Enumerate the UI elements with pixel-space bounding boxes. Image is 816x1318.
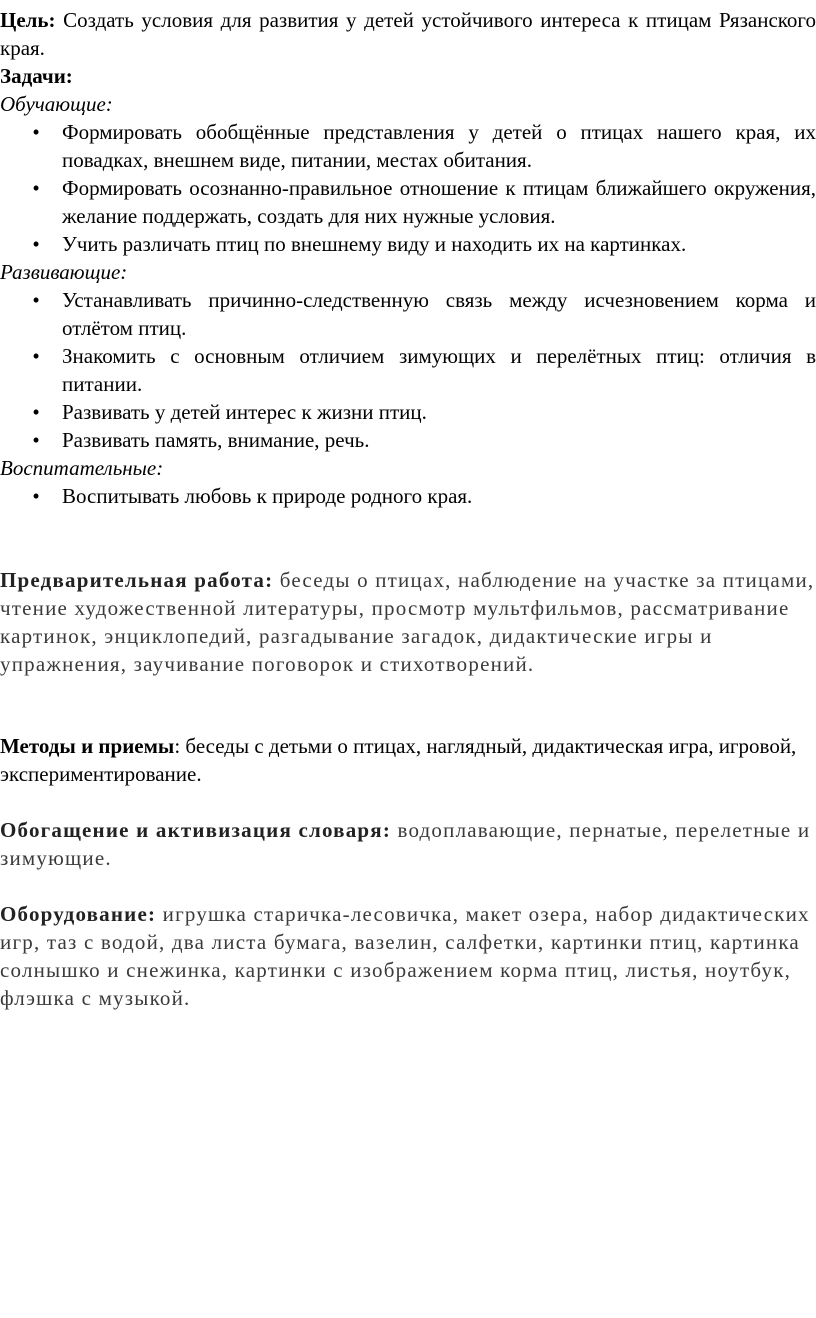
goal-paragraph — [0, 6, 816, 62]
category-educational: Обучающие: — [0, 92, 113, 116]
equipment-text: игрушка старичка-лесовичка, макет озера, набор дидактических игр, таз с водой, два листа бумага, вазелин, салфетки, картинки птиц, картинка солнышко и снежинка, картинки с изображением корма птиц, листья, ноутбук, флэшка с музыкой. — [0, 902, 810, 1010]
upbringing-list — [0, 482, 816, 510]
list-item: • Воспитывать любовь к природе родного края. — [32, 484, 473, 508]
list-item: • Учить различать птиц по внешнему виду и находить их на картинках. — [32, 232, 687, 256]
bullet-icon: • — [32, 484, 40, 508]
list-item: • Формировать осознанно-правильное отношение к птицам ближайшего окружения, желание поддержать, создать для них нужные условия. — [32, 176, 816, 228]
bullet-icon: • — [32, 400, 40, 424]
methods-text: : беседы с детьми о птицах, наглядный, дидактическая игра, игровой, экспериментирование. — [0, 734, 797, 786]
list-item: • Знакомить с основным отличием зимующих и перелётных птиц: отличия в питании. — [32, 344, 816, 396]
list-item: • Развивать у детей интерес к жизни птиц. — [32, 400, 427, 424]
vocabulary-label: Обогащение и активизация словаря: — [0, 818, 392, 842]
educational-list — [0, 118, 816, 258]
preliminary-paragraph — [0, 566, 816, 678]
list-item: • Развивать память, внимание, речь. — [32, 428, 370, 452]
category-developing: Развивающие: — [0, 260, 128, 284]
vocabulary-text: водоплавающие, пернатые, перелетные и зимующие. — [0, 818, 811, 870]
goal-label: Цель: — [0, 8, 56, 32]
bullet-icon: • — [32, 288, 40, 312]
equipment-paragraph — [0, 900, 816, 1012]
list-item: • Формировать обобщённые представления у детей о птицах нашего края, их повадках, внешнем виде, питании, местах обитания. — [32, 120, 816, 172]
preliminary-label: Предварительная работа: — [0, 568, 274, 592]
bullet-icon: • — [32, 232, 40, 256]
list-item: • Устанавливать причинно-следственную связь между исчезновением корма и отлётом птиц. — [32, 288, 816, 340]
equipment-label: Оборудование: — [0, 902, 157, 926]
preliminary-text: беседы о птицах, наблюдение на участке за птицами, чтение художественной литературы, просмотр мультфильмов, рассматривание картинок, энциклопедий, разгадывание загадок, дидактические игры и упражнения, заучивание поговорок и стихотворений. — [0, 568, 815, 676]
bullet-icon: • — [32, 344, 40, 368]
category-upbringing: Воспитательные: — [0, 456, 164, 480]
goal-text: Создать условия для развития у детей устойчивого интереса к птицам Рязанского края. — [0, 8, 816, 60]
tasks-label: Задачи: — [0, 64, 73, 88]
developing-list — [0, 286, 816, 454]
methods-label: Методы и приемы — [0, 734, 175, 758]
vocabulary-paragraph — [0, 816, 816, 872]
bullet-icon: • — [32, 176, 40, 200]
methods-paragraph — [0, 732, 816, 788]
bullet-icon: • — [32, 120, 40, 144]
bullet-icon: • — [32, 428, 40, 452]
